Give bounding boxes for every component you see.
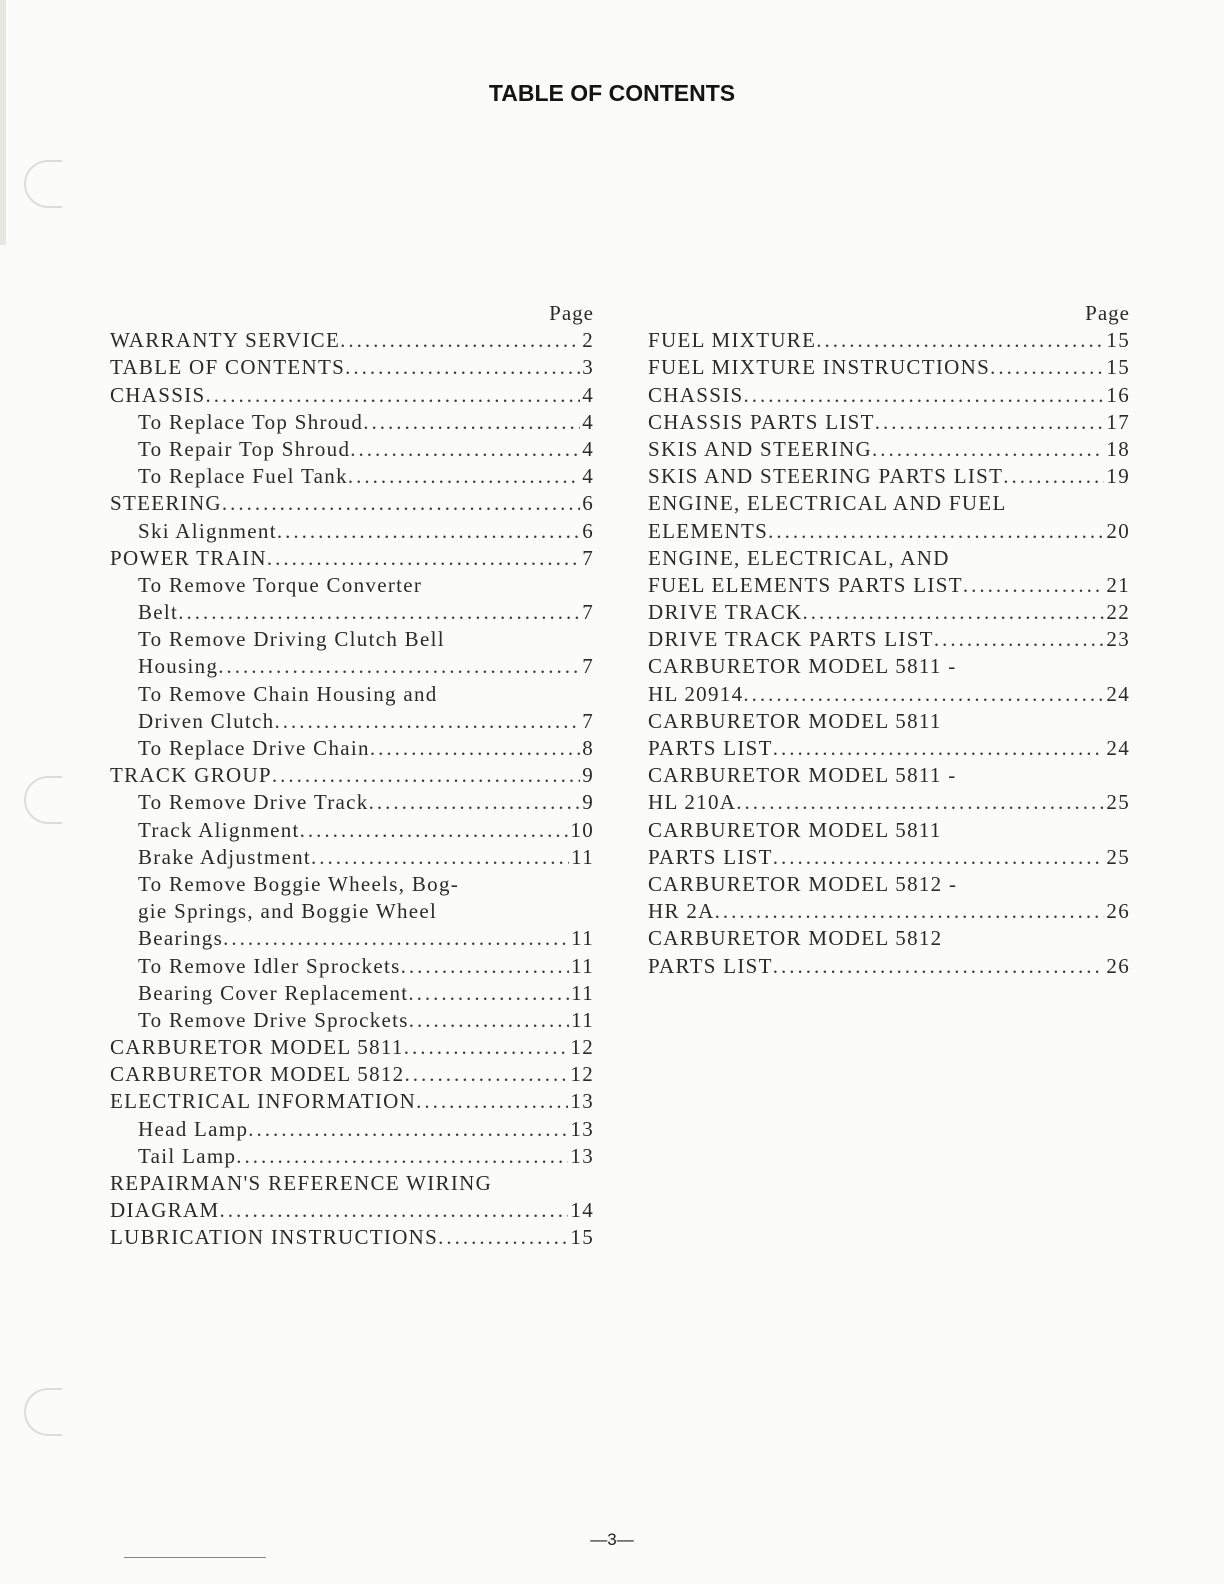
binder-hole-mark bbox=[24, 1388, 62, 1436]
toc-entry-page: 24 bbox=[1106, 681, 1130, 706]
toc-entry-label: To Remove Idler Sprockets bbox=[138, 953, 401, 978]
toc-entry-page: 23 bbox=[1106, 627, 1130, 652]
dot-leader bbox=[934, 626, 1105, 653]
dot-leader bbox=[311, 844, 569, 871]
toc-entry-page: 7 bbox=[582, 600, 594, 625]
toc-entry-page: 24 bbox=[1106, 736, 1130, 760]
toc-entry-page: 6 bbox=[582, 491, 594, 516]
toc-entry-label: DRIVE TRACK bbox=[648, 600, 803, 625]
toc-entry bbox=[110, 354, 594, 381]
toc-entry-label: SKIS AND STEERING PARTS LIST bbox=[648, 464, 1004, 489]
toc-entry-label: Housing bbox=[138, 654, 219, 679]
toc-entry-label: Bearing Cover Replacement bbox=[138, 980, 409, 1005]
toc-entry bbox=[110, 518, 594, 545]
toc-entry-label: Head Lamp bbox=[138, 1116, 249, 1141]
toc-entry-label: To Remove Driving Clutch Bell bbox=[138, 627, 445, 652]
scan-edge bbox=[0, 0, 6, 245]
toc-entry-label: LUBRICATION INSTRUCTIONS bbox=[110, 1225, 439, 1250]
toc-entry-label: HL 20914 bbox=[648, 681, 744, 706]
dot-leader bbox=[401, 953, 570, 980]
dot-leader bbox=[803, 599, 1105, 626]
toc-entry-page: 15 bbox=[1106, 328, 1130, 353]
toc-entry-page: 11 bbox=[571, 953, 594, 978]
toc-entry-label: To Remove Drive Track bbox=[138, 790, 369, 815]
toc-entry-label: To Replace Fuel Tank bbox=[138, 464, 348, 489]
toc-entry bbox=[110, 817, 594, 844]
toc-entry-page: 8 bbox=[582, 736, 594, 760]
dot-leader bbox=[274, 708, 580, 735]
toc-entry-page: 25 bbox=[1106, 844, 1130, 869]
toc-entry-label: Bearings bbox=[138, 926, 224, 951]
toc-entry-page: 26 bbox=[1106, 953, 1130, 978]
toc-entry bbox=[648, 953, 1130, 980]
dot-leader bbox=[990, 354, 1104, 381]
toc-entry-label: CHASSIS bbox=[110, 382, 206, 407]
toc-entry-page: 7 bbox=[582, 708, 594, 733]
toc-entry-page: 4 bbox=[582, 409, 594, 434]
dot-leader bbox=[236, 1143, 568, 1170]
toc-entry bbox=[110, 463, 594, 490]
toc-entry bbox=[648, 354, 1130, 381]
toc-entry-label: Driven Clutch bbox=[138, 708, 275, 733]
toc-entry-page: 11 bbox=[571, 980, 594, 1005]
toc-entry-label: CARBURETOR MODEL 5812 - bbox=[648, 871, 958, 896]
toc-entry bbox=[110, 626, 594, 653]
toc-list-left bbox=[110, 327, 594, 1251]
toc-entry-page: 13 bbox=[570, 1116, 594, 1141]
dot-leader bbox=[715, 898, 1105, 925]
toc-entry bbox=[648, 463, 1130, 490]
toc-entry-label: FUEL MIXTURE INSTRUCTIONS bbox=[648, 355, 991, 380]
toc-entry-label: ELECTRICAL INFORMATION bbox=[110, 1089, 417, 1114]
toc-entry-label: SKIS AND STEERING bbox=[648, 436, 872, 461]
toc-entry bbox=[110, 572, 594, 599]
toc-entry-label: HL 210A bbox=[648, 790, 737, 815]
toc-entry-label: WARRANTY SERVICE bbox=[110, 328, 341, 353]
toc-entry-label: CARBURETOR MODEL 5811 bbox=[648, 708, 942, 733]
toc-entry-page: 18 bbox=[1106, 436, 1130, 461]
toc-entry-page: 13 bbox=[570, 1089, 594, 1114]
toc-entry-page: 9 bbox=[582, 763, 594, 788]
toc-entry-label: Track Alignment bbox=[138, 817, 300, 842]
toc-entry-page: 11 bbox=[571, 1007, 594, 1032]
toc-entry-page: 12 bbox=[570, 1062, 594, 1087]
toc-entry-page: 7 bbox=[582, 654, 594, 679]
toc-column-right bbox=[648, 300, 1130, 980]
toc-entry-label: CARBURETOR MODEL 5812 bbox=[648, 926, 943, 951]
dot-leader bbox=[408, 980, 569, 1007]
toc-entry-page: 6 bbox=[582, 518, 594, 543]
toc-entry-page: 4 bbox=[582, 464, 594, 489]
toc-entry-page: 17 bbox=[1106, 409, 1130, 434]
toc-entry bbox=[648, 708, 1130, 735]
toc-entry-label: CARBURETOR MODEL 5811 bbox=[110, 1035, 404, 1060]
toc-entry-label: gie Springs, and Boggie Wheel bbox=[138, 899, 438, 924]
dot-leader bbox=[404, 1034, 569, 1061]
dot-leader bbox=[405, 1061, 569, 1088]
toc-entry-page: 25 bbox=[1106, 790, 1130, 815]
toc-entry bbox=[110, 599, 594, 626]
toc-entry-page: 16 bbox=[1106, 382, 1130, 407]
toc-entry-label: Tail Lamp bbox=[138, 1143, 237, 1168]
toc-entry bbox=[110, 762, 594, 789]
toc-entry bbox=[110, 789, 594, 816]
toc-entry bbox=[648, 572, 1130, 599]
toc-entry bbox=[648, 762, 1130, 789]
underline-mark bbox=[124, 1557, 266, 1558]
dot-leader bbox=[223, 925, 569, 952]
toc-entry-label: TRACK GROUP bbox=[110, 763, 272, 788]
toc-entry bbox=[110, 871, 594, 898]
toc-entry-page: 7 bbox=[582, 545, 594, 570]
toc-entry-page: 22 bbox=[1106, 600, 1130, 625]
toc-entry-page: 19 bbox=[1106, 464, 1130, 489]
dot-leader bbox=[219, 1197, 568, 1224]
toc-entry bbox=[648, 599, 1130, 626]
toc-entry-page: 10 bbox=[570, 817, 594, 842]
toc-entry-page: 4 bbox=[582, 382, 594, 407]
toc-entry bbox=[648, 789, 1130, 816]
toc-entry bbox=[648, 681, 1130, 708]
toc-entry bbox=[110, 898, 594, 925]
toc-entry-page: 11 bbox=[571, 926, 594, 951]
toc-entry bbox=[648, 327, 1130, 354]
toc-entry-label: To Remove Drive Sprockets bbox=[138, 1007, 409, 1032]
dot-leader bbox=[370, 735, 580, 762]
dot-leader bbox=[205, 382, 580, 409]
toc-entry bbox=[110, 980, 594, 1007]
dot-leader bbox=[272, 762, 580, 789]
toc-entry-page: 14 bbox=[570, 1198, 594, 1223]
toc-entry-label: PARTS LIST bbox=[648, 953, 773, 978]
dot-leader bbox=[773, 844, 1105, 871]
toc-entry bbox=[110, 545, 594, 572]
toc-entry bbox=[648, 817, 1130, 844]
binder-hole-mark bbox=[24, 776, 62, 824]
toc-entry bbox=[110, 1116, 594, 1143]
toc-entry-label: ENGINE, ELECTRICAL AND FUEL bbox=[648, 491, 1007, 516]
toc-entry-label: CARBURETOR MODEL 5811 - bbox=[648, 763, 957, 788]
dot-leader bbox=[409, 1007, 569, 1034]
toc-entry-label: To Repair Top Shroud bbox=[138, 436, 351, 461]
toc-entry-page: 15 bbox=[570, 1225, 594, 1250]
toc-list-right bbox=[648, 327, 1130, 980]
dot-leader bbox=[1003, 463, 1104, 490]
toc-entry bbox=[110, 382, 594, 409]
toc-entry bbox=[110, 1170, 594, 1197]
toc-entry-page: 26 bbox=[1106, 899, 1130, 924]
toc-entry bbox=[648, 653, 1130, 680]
toc-entry-page: 3 bbox=[582, 355, 594, 380]
toc-entry-label: To Remove Chain Housing and bbox=[138, 681, 438, 706]
toc-entry bbox=[110, 1143, 594, 1170]
page-column-header: Page bbox=[1085, 301, 1130, 325]
dot-leader bbox=[348, 463, 580, 490]
toc-entry bbox=[648, 735, 1130, 762]
toc-column-left bbox=[110, 300, 594, 1252]
toc-entry-page: 20 bbox=[1106, 518, 1130, 543]
toc-entry bbox=[648, 925, 1130, 952]
binder-hole-mark bbox=[24, 160, 62, 208]
toc-entry-label: ENGINE, ELECTRICAL, AND bbox=[648, 545, 950, 570]
toc-entry bbox=[110, 1088, 594, 1115]
toc-entry bbox=[110, 409, 594, 436]
dot-leader bbox=[267, 545, 580, 572]
toc-entry-label: Brake Adjustment bbox=[138, 844, 312, 869]
page-column-header: Page bbox=[549, 301, 594, 325]
dot-leader bbox=[743, 382, 1104, 409]
dot-leader bbox=[277, 518, 580, 545]
toc-entry bbox=[110, 953, 594, 980]
toc-entry bbox=[648, 409, 1130, 436]
dot-leader bbox=[816, 327, 1104, 354]
dot-leader bbox=[300, 817, 569, 844]
toc-entry bbox=[648, 518, 1130, 545]
toc-entry-label: To Remove Torque Converter bbox=[138, 572, 423, 597]
toc-entry bbox=[648, 898, 1130, 925]
toc-entry-label: FUEL MIXTURE bbox=[648, 328, 817, 353]
toc-entry bbox=[110, 1061, 594, 1088]
toc-entry bbox=[648, 382, 1130, 409]
toc-entry bbox=[648, 490, 1130, 517]
dot-leader bbox=[963, 572, 1105, 599]
toc-entry-label: CARBURETOR MODEL 5812 bbox=[110, 1062, 405, 1087]
dot-leader bbox=[248, 1116, 568, 1143]
toc-entry bbox=[648, 844, 1130, 871]
toc-entry-label: CARBURETOR MODEL 5811 - bbox=[648, 654, 957, 679]
toc-entry-label: PARTS LIST bbox=[648, 844, 773, 869]
toc-entry bbox=[648, 436, 1130, 463]
toc-entry-page: 15 bbox=[1106, 355, 1130, 380]
toc-entry-label: DRIVE TRACK PARTS LIST bbox=[648, 627, 934, 652]
dot-leader bbox=[768, 518, 1104, 545]
toc-entry-label: DIAGRAM bbox=[110, 1198, 220, 1223]
toc-entry bbox=[110, 681, 594, 708]
toc-entry-label: POWER TRAIN bbox=[110, 545, 267, 570]
toc-entry bbox=[110, 1034, 594, 1061]
toc-entry-label: STEERING bbox=[110, 491, 222, 516]
toc-entry bbox=[110, 490, 594, 517]
dot-leader bbox=[872, 436, 1104, 463]
toc-entry bbox=[110, 653, 594, 680]
toc-entry bbox=[110, 735, 594, 762]
toc-entry bbox=[110, 1224, 594, 1251]
toc-entry-label: REPAIRMAN'S REFERENCE WIRING bbox=[110, 1171, 493, 1195]
toc-entry bbox=[110, 708, 594, 735]
toc-entry-label: CHASSIS PARTS LIST bbox=[648, 409, 875, 434]
dot-leader bbox=[363, 409, 580, 436]
toc-entry bbox=[648, 871, 1130, 898]
toc-entry-label: CARBURETOR MODEL 5811 bbox=[648, 817, 942, 842]
toc-entry-label: Belt bbox=[138, 600, 179, 625]
toc-entry-label: To Replace Top Shroud bbox=[138, 409, 364, 434]
toc-entry bbox=[110, 436, 594, 463]
toc-entry bbox=[110, 1197, 594, 1224]
toc-entry-page: 12 bbox=[570, 1035, 594, 1060]
dot-leader bbox=[438, 1224, 568, 1251]
dot-leader bbox=[875, 409, 1105, 436]
toc-entry-label: Ski Alignment bbox=[138, 518, 277, 543]
toc-entry-label: PARTS LIST bbox=[648, 736, 773, 760]
toc-entry bbox=[648, 626, 1130, 653]
toc-entry-page: 4 bbox=[582, 436, 594, 461]
toc-entry-page: 13 bbox=[570, 1143, 594, 1168]
toc-entry bbox=[110, 844, 594, 871]
page-number: —3— bbox=[590, 1530, 634, 1549]
dot-leader bbox=[416, 1088, 568, 1115]
dot-leader bbox=[218, 653, 580, 680]
toc-entry-page: 11 bbox=[571, 844, 594, 869]
toc-entry-label: To Remove Boggie Wheels, Bog- bbox=[138, 871, 460, 896]
dot-leader bbox=[345, 354, 580, 381]
toc-entry-label: ELEMENTS bbox=[648, 518, 769, 543]
dot-leader bbox=[773, 735, 1105, 762]
toc-entry-page: 9 bbox=[582, 790, 594, 815]
toc-entry bbox=[648, 545, 1130, 572]
dot-leader bbox=[350, 436, 580, 463]
toc-entry-label: HR 2A bbox=[648, 899, 715, 924]
toc-entry-label: To Replace Drive Chain bbox=[138, 736, 370, 760]
dot-leader bbox=[178, 599, 580, 626]
toc-entry-label: FUEL ELEMENTS PARTS LIST bbox=[648, 572, 963, 597]
toc-entry bbox=[110, 925, 594, 952]
toc-entry bbox=[110, 327, 594, 354]
toc-entry-page: 21 bbox=[1106, 572, 1130, 597]
toc-entry-label: TABLE OF CONTENTS bbox=[110, 355, 346, 380]
dot-leader bbox=[340, 327, 580, 354]
toc-entry-label: CHASSIS bbox=[648, 382, 744, 407]
dot-leader bbox=[369, 789, 581, 816]
dot-leader bbox=[773, 953, 1105, 980]
toc-entry bbox=[110, 1007, 594, 1034]
dot-leader bbox=[736, 789, 1104, 816]
dot-leader bbox=[743, 681, 1104, 708]
toc-entry-page: 2 bbox=[582, 328, 594, 353]
page-title: TABLE OF CONTENTS bbox=[488, 80, 736, 106]
dot-leader bbox=[222, 490, 580, 517]
